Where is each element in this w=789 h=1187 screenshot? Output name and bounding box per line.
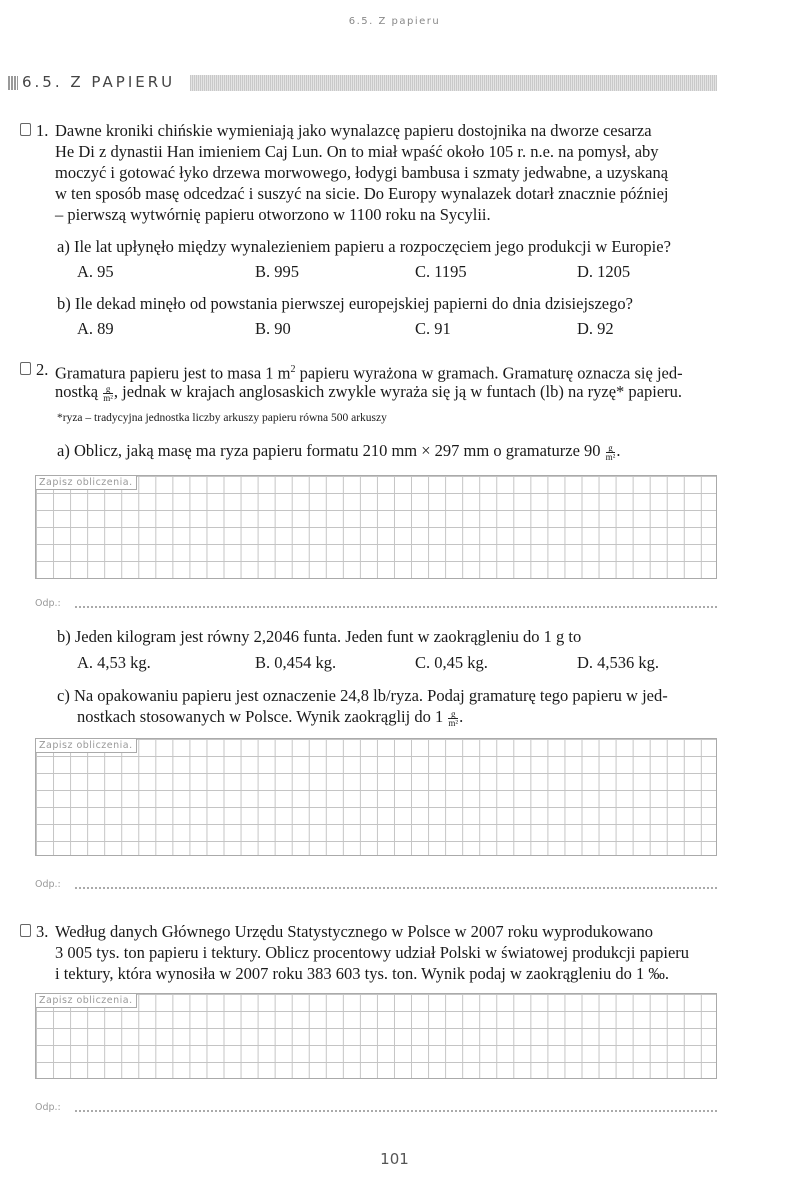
answer-dotted-line: [75, 1110, 717, 1112]
task-2c-line-1: c) Na opakowaniu papieru jest oznaczenie 24,8 lb/ryza. Podaj gramaturę tego papieru w jed-: [57, 686, 668, 705]
task-2-footnote: *ryza – tradycyjna jednostka liczby arkuszy papieru równa 500 arkuszy: [57, 412, 387, 424]
task-1a-question: a) Ile lat upłynęło między wynalezieniem papieru a rozpoczęciem jego produkcji w Europie?: [57, 237, 671, 256]
calculation-label: Zapisz obliczenia.: [36, 476, 137, 490]
calculation-label: Zapisz obliczenia.: [36, 739, 137, 753]
task-2-text: papieru wyrażona w gramach. Gramaturę oznacza się jed-: [295, 363, 683, 383]
unit-numerator: g: [448, 710, 458, 719]
answer-prefix: Odp.:: [35, 1102, 61, 1113]
task-2-checkbox[interactable]: [20, 362, 31, 375]
section-title: 6.5. Z PAPIERU: [22, 73, 176, 91]
task-1-line: He Di z dynastii Han imieniem Caj Lun. On to miał wpaść około 105 r. n.e. na pomysł, aby: [55, 142, 659, 161]
unit-numerator: g: [103, 385, 113, 394]
task-1b-question: b) Ile dekad minęło od powstania pierwszej europejskiej papierni do dnia dzisiejszego?: [57, 294, 633, 313]
task-2-number: 2.: [36, 360, 49, 379]
task-2c-text: nostkach stosowanych w Polsce. Wynik zaokrąglij do 1: [77, 707, 448, 726]
task-1b-option-a[interactable]: A. 89: [77, 319, 114, 338]
task-1-checkbox[interactable]: [20, 123, 31, 136]
answer-dotted-line: [75, 606, 717, 608]
task-1b-option-d[interactable]: D. 92: [577, 319, 614, 338]
calculation-label: Zapisz obliczenia.: [36, 994, 137, 1008]
task-2b-option-d[interactable]: D. 4,536 kg.: [577, 653, 660, 672]
task-2-text: , jednak w krajach anglosaskich zwykle wyraża się ją w funtach (lb) na ryzę* papieru.: [113, 382, 683, 401]
task-2a-text: a) Oblicz, jaką masę ma ryza papieru formatu 210 mm × 297 mm o gramaturze 90: [57, 441, 605, 460]
task-2-text: nostką: [55, 382, 103, 401]
task-2a-answer-line[interactable]: [35, 598, 717, 614]
task-3-line: 3 005 tys. ton papieru i tektury. Oblicz procentowy udział Polski w światowej produkcji papieru: [55, 943, 690, 962]
unit-fraction: [606, 444, 616, 461]
task-1-line: w ten sposób masę odcedzać i suszyć na sicie. Do Europy wynalazek dotarł znacznie później: [55, 184, 669, 203]
task-3-checkbox[interactable]: [20, 924, 31, 937]
task-1a-option-d[interactable]: D. 1205: [577, 262, 631, 281]
section-marker-icon: [8, 76, 18, 90]
task-2c-line-2: nostkach stosowanych w Polsce. Wynik zaokrąglij do 1 $\frac{g}{\text{m²}}$ .: [77, 707, 464, 728]
task-1-line: – pierwszą wytwórnię papieru otworzono w 1100 roku na Sycylii.: [55, 205, 491, 224]
task-1a-option-c[interactable]: C. 1195: [415, 262, 467, 281]
task-1-text: [55, 120, 717, 225]
answer-dotted-line: [75, 887, 717, 889]
task-3-line: i tektury, która wynosiła w 2007 roku 383 603 tys. ton. Wynik podaj w zaokrągleniu do 1 ‰.: [55, 964, 670, 983]
task-2b-option-a[interactable]: A. 4,53 kg.: [77, 653, 151, 672]
task-2-line-2: [55, 381, 682, 402]
task-3-line: Według danych Głównego Urzędu Statystycznego w Polsce w 2007 roku wyprodukowano: [55, 922, 654, 941]
unit-denominator: m²: [103, 392, 113, 403]
unit-fraction: [448, 710, 458, 727]
task-1-number: 1.: [36, 121, 49, 140]
running-header: 6.5. Z papieru: [348, 16, 441, 27]
task-2b-option-c[interactable]: C. 0,45 kg.: [415, 653, 488, 672]
page-number: 101: [380, 1150, 409, 1168]
task-2a-question: a) Oblicz, jaką masę ma ryza papieru formatu 210 mm × 297 mm o gramaturze 90 $\frac{g}{\text{m²}}$ .: [57, 441, 621, 462]
task-3-calculation-grid[interactable]: [35, 993, 717, 1079]
unit-numerator: g: [606, 444, 616, 453]
task-1-line: Dawne kroniki chińskie wymieniają jako wynalazcę papieru dostojnika na dworze cesarza: [55, 121, 652, 140]
unit-fraction: [103, 385, 113, 402]
task-3-text: [55, 921, 717, 984]
task-2-text: Gramatura papieru jest to masa 1 m: [55, 363, 291, 383]
task-2-line-1: [55, 359, 683, 384]
task-1a-option-a[interactable]: A. 95: [77, 262, 114, 281]
task-1a-option-b[interactable]: B. 995: [255, 262, 300, 281]
section-title-bar: [190, 75, 717, 91]
task-3-answer-line[interactable]: [35, 1102, 717, 1118]
superscript: 2: [290, 364, 296, 375]
task-2c-answer-line[interactable]: [35, 879, 717, 895]
task-1b-option-b[interactable]: B. 90: [255, 319, 291, 338]
answer-prefix: Odp.:: [35, 879, 61, 890]
task-2b-option-b[interactable]: B. 0,454 kg.: [255, 653, 337, 672]
unit-denominator: m²: [448, 717, 459, 728]
task-3-number: 3.: [36, 922, 49, 941]
answer-prefix: Odp.:: [35, 598, 61, 609]
task-1-line: moczyć i gotować łyko drzewa morwowego, łodygi bambusa i szmaty jedwabne, a uzyskaną: [55, 163, 669, 182]
task-1b-option-c[interactable]: C. 91: [415, 319, 451, 338]
task-2a-calculation-grid[interactable]: [35, 475, 717, 579]
task-2c-calculation-grid[interactable]: [35, 738, 717, 856]
task-2b-question: b) Jeden kilogram jest równy 2,2046 funta. Jeden funt w zaokrągleniu do 1 g to: [57, 627, 582, 646]
unit-denominator: m²: [605, 451, 616, 462]
